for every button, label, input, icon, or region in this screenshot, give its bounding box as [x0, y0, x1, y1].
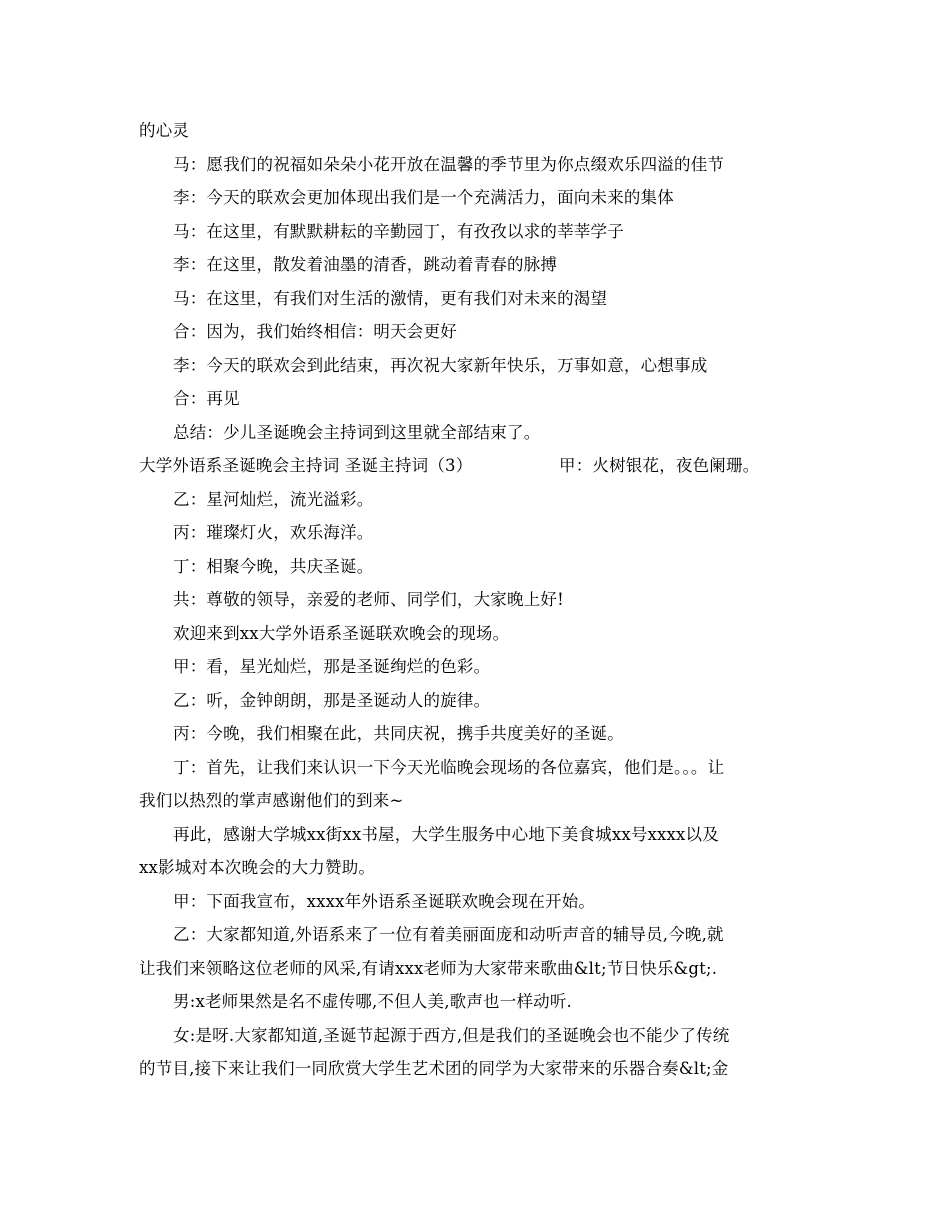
document-body — [139, 114, 819, 1086]
dialogue-line: 甲：看，星光灿烂，那是圣诞绚烂的色彩。 — [173, 657, 491, 676]
paragraph-line: 女:是呀.大家都知道,圣诞节起源于西方,但是我们的圣诞晚会也不能少了传统 — [173, 1025, 730, 1045]
dialogue-line: 男:x老师果然是名不虚传哪,不但人美,歌声也一样动听. — [173, 992, 572, 1011]
dialogue-line: 丙：璀璨灯火，欢乐海洋。 — [173, 523, 374, 542]
paragraph-line: 再此，感谢大学城xx街xx书屋，大学生服务中心地下美食城xx号xxxx以及 — [173, 824, 719, 844]
dialogue-line: 丙：今晚，我们相聚在此，共同庆祝，携手共度美好的圣诞。 — [173, 724, 624, 743]
dialogue-line: 合：因为，我们始终相信：明天会更好 — [173, 322, 457, 341]
text-line: 的心灵 — [139, 121, 190, 140]
summary-line: 总结：少儿圣诞晚会主持词到这里就全部结束了。 — [173, 422, 541, 442]
dialogue-line: 甲：下面我宣布，xxxx年外语系圣诞联欢晚会现在开始。 — [173, 891, 596, 911]
paragraph-line: 乙：大家都知道,外语系来了一位有着美丽面庞和动听声音的辅导员,今晚,就 — [173, 925, 724, 944]
dialogue-line: 马：在这里，有我们对生活的激情，更有我们对未来的渴望 — [173, 288, 608, 308]
dialogue-line: 乙：听，金钟朗朗，那是圣诞动人的旋律。 — [173, 690, 491, 710]
paragraph-line: 的节目,接下来让我们一同欣赏大学生艺术团的同学为大家带来的乐器合奏&lt;金 — [139, 1059, 729, 1078]
paragraph-line: 让我们来领略这位老师的风采,有请xxx老师为大家带来歌曲&lt;节日快乐&gt;. — [139, 958, 718, 978]
dialogue-line: 李：在这里，散发着油墨的清香，跳动着青春的脉搏 — [173, 255, 558, 274]
section-heading-line — [139, 449, 819, 483]
dialogue-line: 李：今天的联欢会更加体现出我们是一个充满活力，面向未来的集体 — [173, 188, 674, 207]
dialogue-line: 乙：星河灿烂，流光溢彩。 — [173, 489, 374, 509]
dialogue-line: 丁：相聚今晚，共庆圣诞。 — [173, 556, 374, 576]
dialogue-line: 甲：火树银花，夜色阑珊。 — [559, 456, 760, 475]
paragraph-line: xx影城对本次晚会的大力赞助。 — [139, 858, 376, 877]
dialogue-line: 李：今天的联欢会到此结束，再次祝大家新年快乐，万事如意，心想事成 — [173, 355, 708, 375]
section-title: 大学外语系圣诞晚会主持词 圣诞主持词（3） — [139, 456, 473, 475]
dialogue-line: 欢迎来到xx大学外语系圣诞联欢晚会的现场。 — [173, 623, 510, 643]
dialogue-line: 共：尊敬的领导，亲爱的老师、同学们，大家晚上好! — [173, 590, 564, 609]
dialogue-line: 马：在这里，有默默耕耘的辛勤园丁，有孜孜以求的莘莘学子 — [173, 221, 624, 241]
paragraph-line: 我们以热烈的掌声感谢他们的到来~ — [139, 791, 404, 810]
dialogue-line: 合：再见 — [173, 389, 240, 408]
paragraph-line: 丁：首先，让我们来认识一下今天光临晚会现场的各位嘉宾，他们是。。。让 — [173, 757, 725, 777]
dialogue-line: 马：愿我们的祝福如朵朵小花开放在温馨的季节里为你点缀欢乐四溢的佳节 — [173, 154, 725, 174]
